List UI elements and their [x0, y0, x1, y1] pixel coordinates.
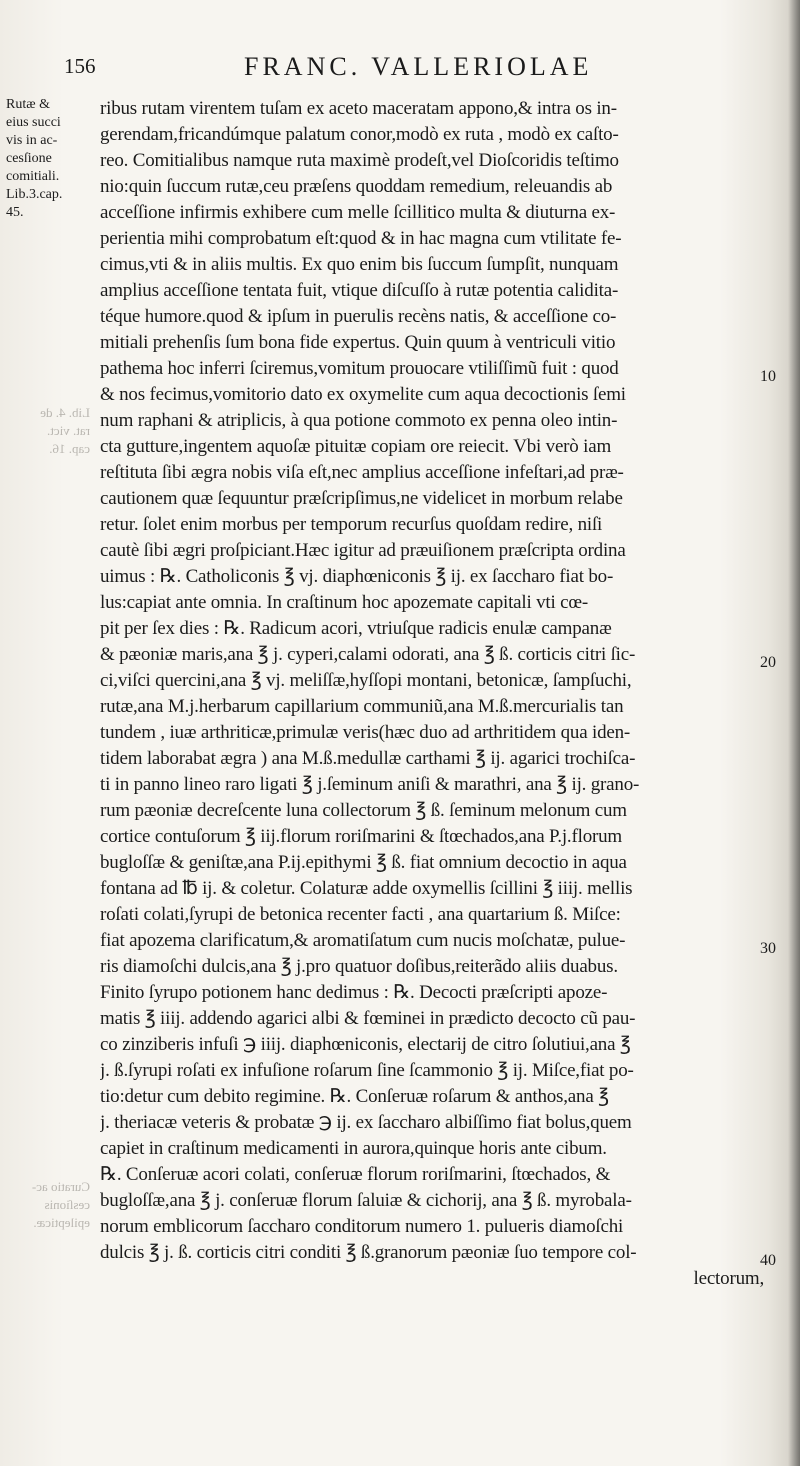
margin-note-line: Lib.3.cap. — [6, 187, 63, 202]
text-line: lus:capiat ante omnia. In craſtinum hoc apozemate capitali vti cœ- — [100, 592, 588, 613]
show-through-note-upper — [8, 404, 90, 458]
text-line: j. theriacæ veteris & probatæ ℈ ij. ex ſaccharo albiſſimo fiat bolus,quem — [100, 1112, 632, 1133]
line-number-10: 10 — [760, 368, 776, 385]
text-line: bugloſſæ,ana ℥ j. conſeruæ florum ſaluiæ & cichorij, ana ℥ ß. myrobala- — [100, 1190, 632, 1211]
text-line: pathema hoc inferri ſciremus,vomitum prouocare vtiliſſimũ fuit : quod — [100, 358, 619, 379]
ghost-line: cap. 16. — [49, 441, 90, 456]
show-through-note-lower — [8, 1178, 90, 1232]
text-line: perientia mihi comprobatum eſt:quod & in hac magna cum vtilitate fe- — [100, 228, 622, 249]
margin-note-line: vis in ac- — [6, 133, 58, 148]
text-line: reſtituta ſibi ægra nobis viſa eſt,nec amplius acceſſione infeſtari,ad præ- — [100, 462, 624, 483]
text-line: uimus : ℞. Catholiconis ℥ vj. diaphœniconis ℥ ij. ex ſaccharo fiat bo- — [100, 566, 614, 587]
text-line: gerendam,fricandúmque palatum conor,modò ex ruta , modò ex caſto- — [100, 124, 619, 145]
text-line: reo. Comitialibus namque ruta maximè prodeſt,vel Dioſcoridis teſtimo — [100, 150, 619, 171]
text-line: & nos fecimus,vomitorio dato ex oxymelite cum aqua decoctionis ſemi — [100, 384, 626, 405]
ghost-line: epilepticæ. — [33, 1215, 90, 1230]
text-line: cautionem quæ ſequuntur præſcripſimus,ne videlicet in morbum relabe — [100, 488, 623, 509]
ghost-line: cesſionis — [44, 1197, 90, 1212]
text-line: j. ß.ſyrupi roſati ex infuſione roſarum ſine ſcammonio ℥ ij. Miſce,fiat po- — [100, 1060, 634, 1081]
text-line: téque humore.quod & ipſum in puerulis recèns natis, & acceſſione co- — [100, 306, 617, 327]
text-line: Finito ſyrupo potionem hanc dedimus : ℞. Decocti præſcripti apoze- — [100, 982, 608, 1003]
text-line: rutæ,ana M.j.herbarum capillarium communiũ,ana M.ß.mercurialis tan — [100, 696, 624, 717]
text-line: capiet in craſtinum medicamenti in aurora,quinque horis ante cibum. — [100, 1138, 607, 1159]
text-line: tidem laborabat ægra ) ana M.ß.medullæ carthami ℥ ij. agarici trochiſca- — [100, 748, 636, 769]
text-line: matis ℥ iiij. addendo agarici albi & fœminei in prædicto decocto cũ pau- — [100, 1008, 636, 1029]
text-line: cortice contuſorum ℥ iij.florum roriſmarini & ſtœchados,ana P.j.florum — [100, 826, 622, 847]
text-line: ℞. Conſeruæ acori colati, conſeruæ florum roriſmarini, ſtœchados, & — [100, 1164, 611, 1185]
text-line: co zinziberis infuſi ℈ iiij. diaphœniconis, electarij de citro ſolutiui,ana ℥ — [100, 1034, 631, 1055]
margin-notes — [6, 96, 102, 222]
text-line: fiat apozema clarificatum,& aromatiſatum cum nucis moſchatæ, pulue- — [100, 930, 626, 951]
text-line: num raphani & atriplicis, à qua potione commoto ex penna oleo intin- — [100, 410, 618, 431]
text-line: cta gutture,ingentem aquoſæ pituitæ copiam ore reiecit. Vbi verò iam — [100, 436, 612, 457]
text-line: amplius acceſſione tentata fuit, vtique diſcuſſo à rutæ potentia calidita- — [100, 280, 619, 301]
text-line: cimus,vti & in aliis multis. Ex quo enim bis ſuccum ſumpſit, nunquam — [100, 254, 619, 275]
text-line: tio:detur cum debito regimine. ℞. Conſeruæ roſarum & anthos,ana ℥ — [100, 1086, 609, 1107]
text-line: cautè ſibi ægri proſpiciant.Hæc igitur ad præuiſionem præſcripta ordina — [100, 540, 626, 561]
text-line: ris diamoſchi dulcis,ana ℥ j.pro quatuor doſibus,reiterãdo aliis duabus. — [100, 956, 618, 977]
margin-note-line: Rutæ & — [6, 97, 50, 112]
running-head: FRANC. VALLERIOLAE — [244, 52, 593, 81]
margin-note-line: comitiali. — [6, 169, 60, 184]
text-line: norum emblicorum ſaccharo conditorum numero 1. pulueris diamoſchi — [100, 1216, 624, 1237]
text-line: ci,viſci quercini,ana ℥ vj. meliſſæ,hyſſopi montani, betonicæ, ſampſuchi, — [100, 670, 632, 691]
page-gutter-shadow — [788, 0, 800, 1466]
margin-note-line: 45. — [6, 205, 24, 220]
text-line: mitiali prehenſis ſum bona fide expertus. Quin quum à ventriculi vitio — [100, 332, 616, 353]
text-line: acceſſione infirmis exhibere cum melle ſcillitico multa & diuturna ex- — [100, 202, 616, 223]
text-line: ribus rutam virentem tuſam ex aceto maceratam appono,& intra os in- — [100, 98, 617, 119]
line-number-30: 30 — [760, 940, 776, 957]
ghost-line: Lib. 4. de — [40, 405, 90, 420]
page-header — [64, 52, 784, 86]
text-line: roſati colati,ſyrupi de betonica recenter facti , ana quartarium ß. Miſce: — [100, 904, 621, 925]
text-line: ti in panno lineo raro ligati ℥ j.ſeminum aniſi & marathri, ana ℥ ij. grano- — [100, 774, 640, 795]
margin-note-line: cesſione — [6, 151, 52, 166]
text-line: dulcis ℥ j. ß. corticis citri conditi ℥ ß.granorum pæoniæ ſuo tempore col- — [100, 1242, 637, 1263]
text-line: rum pæoniæ decreſcente luna collectorum ℥ ß. ſeminum melonum cum — [100, 800, 627, 821]
text-line: tundem , iuæ arthriticæ,primulæ veris(hæc duo ad arthritidem qua iden- — [100, 722, 631, 743]
margin-note-line: eius succi — [6, 115, 61, 130]
line-number-20: 20 — [760, 654, 776, 671]
text-line: retur. ſolet enim morbus per temporum recurſus quoſdam redire, niſi — [100, 514, 603, 535]
text-line: fontana ad ℔ ij. & coletur. Colaturæ adde oxymellis ſcillini ℥ iiij. mellis — [100, 878, 633, 899]
line-number-40: 40 — [760, 1252, 776, 1269]
ghost-line: rat. vict. — [47, 423, 90, 438]
ghost-line: Curatio ac- — [31, 1179, 90, 1194]
body-text — [100, 96, 764, 1292]
text-line: nio:quin ſuccum rutæ,ceu præſens quoddam remedium, releuandis ab — [100, 176, 613, 197]
text-line: bugloſſæ & geniſtæ,ana P.ij.epithymi ℥ ß. fiat omnium decoctio in aqua — [100, 852, 627, 873]
text-line: lectorum, — [693, 1268, 764, 1289]
text-line: & pæoniæ maris,ana ℥ j. cyperi,calami odorati, ana ℥ ß. corticis citri ſic- — [100, 644, 636, 665]
text-line: pit per ſex dies : ℞. Radicum acori, vtriuſque radicis enulæ campanæ — [100, 618, 612, 639]
page-number: 156 — [64, 54, 96, 78]
